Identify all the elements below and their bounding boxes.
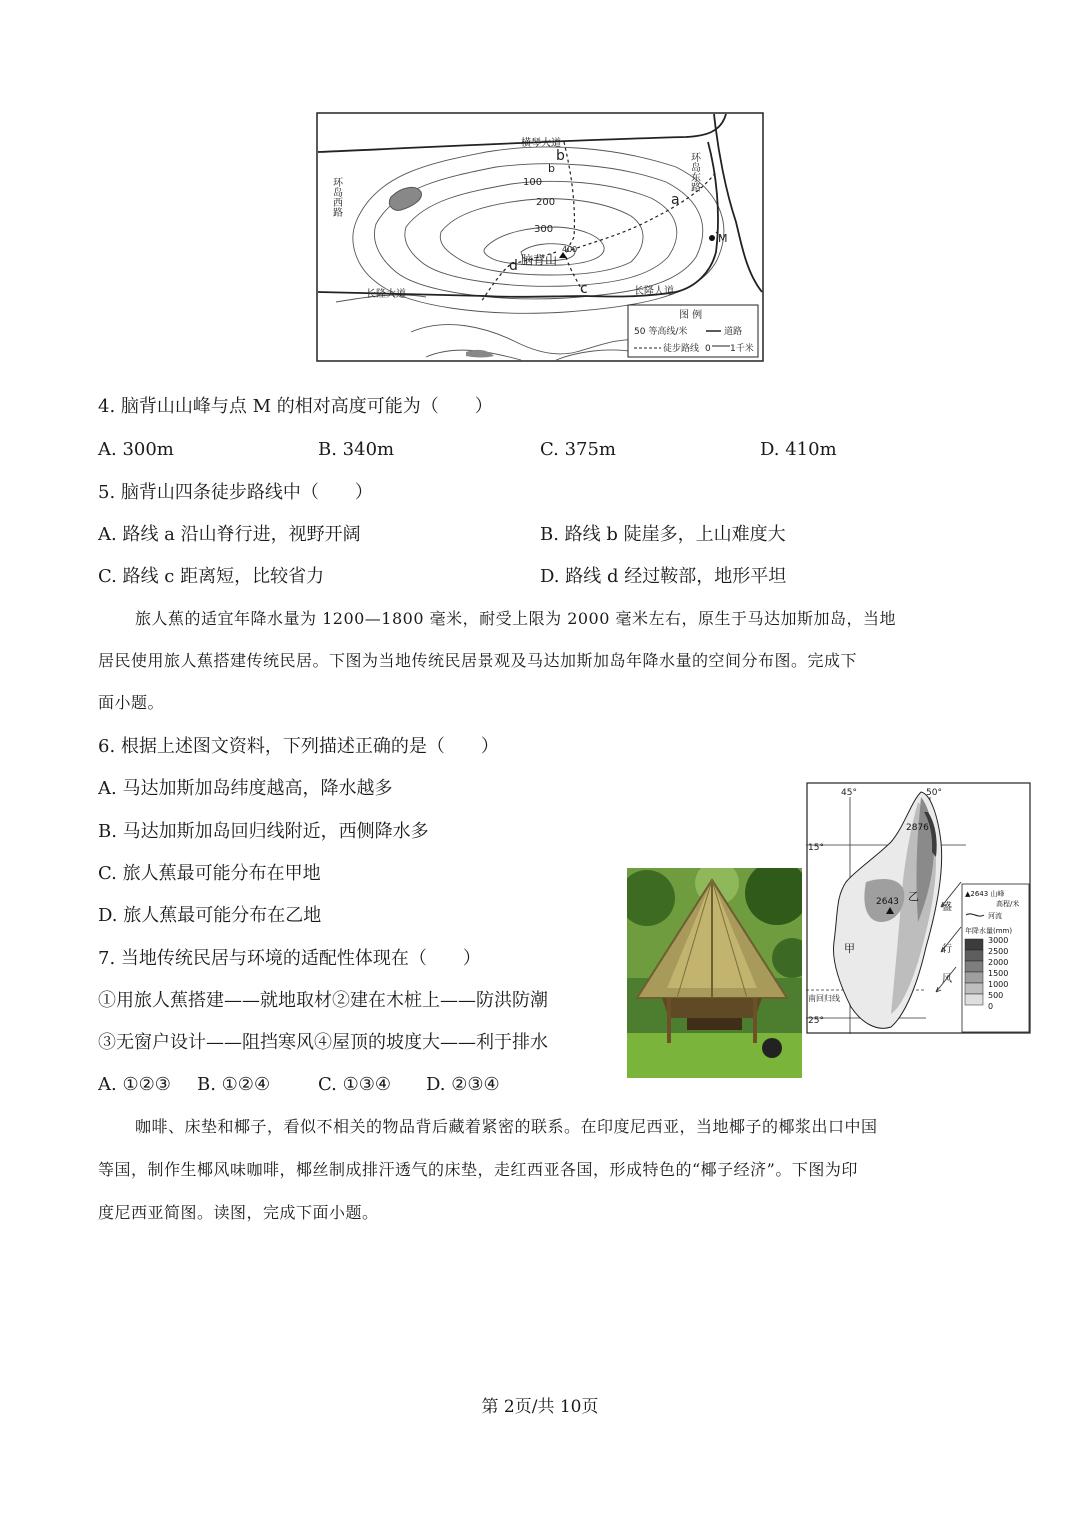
- point-b: b: [556, 148, 565, 164]
- place-yi: 乙: [908, 890, 919, 903]
- point-M: M: [718, 232, 728, 245]
- wind-char-1: 盛: [942, 902, 952, 913]
- passage1-line3: 面小题。: [98, 693, 165, 712]
- contour-400: 400: [562, 245, 578, 254]
- legend-contour: 50 等高线/米: [634, 327, 688, 337]
- q6-stem: 6. 根据上述图文资料，下列描述正确的是（ ）: [98, 736, 499, 757]
- q6-option-b: B. 马达加斯加岛回归线附近，西侧降水多: [98, 821, 429, 842]
- point-a: a: [671, 192, 680, 208]
- q4-stem: 4. 脑背山山峰与点 M 的相对高度可能为（ ）: [98, 396, 493, 417]
- passage2-line3: 度尼西亚简图。读图，完成下面小题。: [98, 1203, 379, 1222]
- contour-300: 300: [534, 224, 554, 235]
- q4-option-b: B. 340m: [318, 439, 395, 460]
- legend-scale-zero: 0: [705, 344, 711, 354]
- contour-200: 200: [536, 197, 556, 208]
- q6-option-a: A. 马达加斯加岛纬度越高，降水越多: [98, 778, 393, 799]
- passage2-line2: 等国，制作生椰风味咖啡，椰丝制成排汗透气的床垫，走红西亚各国，形成特色的“椰子经济”。下图为印: [98, 1160, 858, 1179]
- lat-15-label: 15°: [808, 843, 824, 853]
- point-d: d: [509, 258, 518, 274]
- road-label-east: 环岛东路: [688, 152, 700, 192]
- legend-peak: ▲2643 山峰: [965, 890, 1005, 898]
- legend-peak-unit: 高程/米: [996, 900, 1020, 908]
- legend-level-2500: 2500: [988, 947, 1009, 956]
- legend-road: 道路: [724, 327, 743, 337]
- point-c: c: [580, 281, 588, 297]
- legend-level-0: 0: [988, 1002, 994, 1011]
- legend-precip-title: 年降水量(mm): [965, 927, 1013, 935]
- legend-level-3000: 3000: [988, 936, 1009, 945]
- peak-label: 脑背山: [521, 253, 558, 267]
- map1-legend: [628, 305, 758, 357]
- q5-option-c: C. 路线 c 距离短，比较省力: [98, 566, 325, 587]
- svg-text:b: b: [548, 162, 555, 175]
- legend-trail: 徒步路线: [663, 344, 700, 354]
- q5-option-d: D. 路线 d 经过鞍部，地形平坦: [540, 566, 787, 587]
- q4-option-d: D. 410m: [760, 439, 837, 460]
- q7-line2: ③无窗户设计——阻挡寒风④屋顶的坡度大——利于排水: [98, 1032, 548, 1053]
- road-label-north: 横琴大道: [521, 138, 561, 149]
- legend-level-500: 500: [988, 991, 1004, 1000]
- hut-photo: [627, 868, 802, 1078]
- lon-50-label: 50°: [926, 788, 942, 798]
- q7-stem: 7. 当地传统民居与环境的适配性体现在（ ）: [98, 948, 481, 969]
- q4-option-a: A. 300m: [98, 439, 174, 460]
- place-jia: 甲: [844, 942, 855, 955]
- wind-char-2: 行: [942, 944, 952, 955]
- passage1-line2: 居民使用旅人蕉搭建传统民居。下图为当地传统民居景观及马达加斯加岛年降水量的空间分布图。完成下: [98, 651, 858, 670]
- q7-option-a: A. ①②③: [98, 1074, 171, 1095]
- precip-legend: [962, 884, 1029, 1032]
- q7-option-c: C. ①③④: [318, 1074, 391, 1095]
- q7-line1: ①用旅人蕉搭建——就地取材②建在木桩上——防洪防潮: [98, 990, 548, 1011]
- road-label-west: 环岛西路: [330, 177, 342, 217]
- road-label-south-right: 长隆人道: [634, 286, 674, 297]
- madagascar-map: [806, 782, 1031, 1034]
- peak-2876-label: 2876: [906, 823, 929, 833]
- q6-option-d: D. 旅人蕉最可能分布在乙地: [98, 905, 322, 926]
- q5-option-b: B. 路线 b 陡崖多，上山难度大: [540, 524, 786, 545]
- passage2-line1: 咖啡、床垫和椰子，看似不相关的物品背后藏着紧密的联系。在印度尼西亚，当地椰子的椰浆出口中国: [135, 1117, 878, 1136]
- q6-option-c: C. 旅人蕉最可能分布在甲地: [98, 863, 321, 884]
- contour-100: 100: [523, 177, 543, 188]
- road-label-south-left: 长隆大道: [366, 289, 406, 300]
- q7-option-b: B. ①②④: [197, 1074, 271, 1095]
- passage1-line1: 旅人蕉的适宜年降水量为 1200—1800 毫米，耐受上限为 2000 毫米左右，原生于马达加斯加岛，当地: [135, 609, 897, 628]
- page-number: 第 2页/共 10页: [481, 1397, 599, 1417]
- q5-stem: 5. 脑背山四条徒步路线中（ ）: [98, 482, 373, 503]
- legend-scale: 1千米: [730, 344, 754, 354]
- lat-25-label: 25°: [808, 1016, 824, 1026]
- q4-option-c: C. 375m: [540, 439, 616, 460]
- legend-title: 图 例: [679, 310, 703, 321]
- legend-level-2000: 2000: [988, 958, 1009, 967]
- q7-option-d: D. ②③④: [426, 1074, 500, 1095]
- tropic-label: 南回归线: [808, 994, 840, 1003]
- legend-river: 河流: [988, 912, 1002, 920]
- legend-level-1000: 1000: [988, 980, 1009, 989]
- peak-2643-label: 2643: [876, 897, 899, 907]
- legend-level-1500: 1500: [988, 969, 1009, 978]
- lon-45-label: 45°: [841, 788, 857, 798]
- q5-option-a: A. 路线 a 沿山脊行进，视野开阔: [98, 524, 361, 545]
- wind-char-3: 风: [942, 974, 952, 985]
- contour-map-figure: [316, 112, 764, 362]
